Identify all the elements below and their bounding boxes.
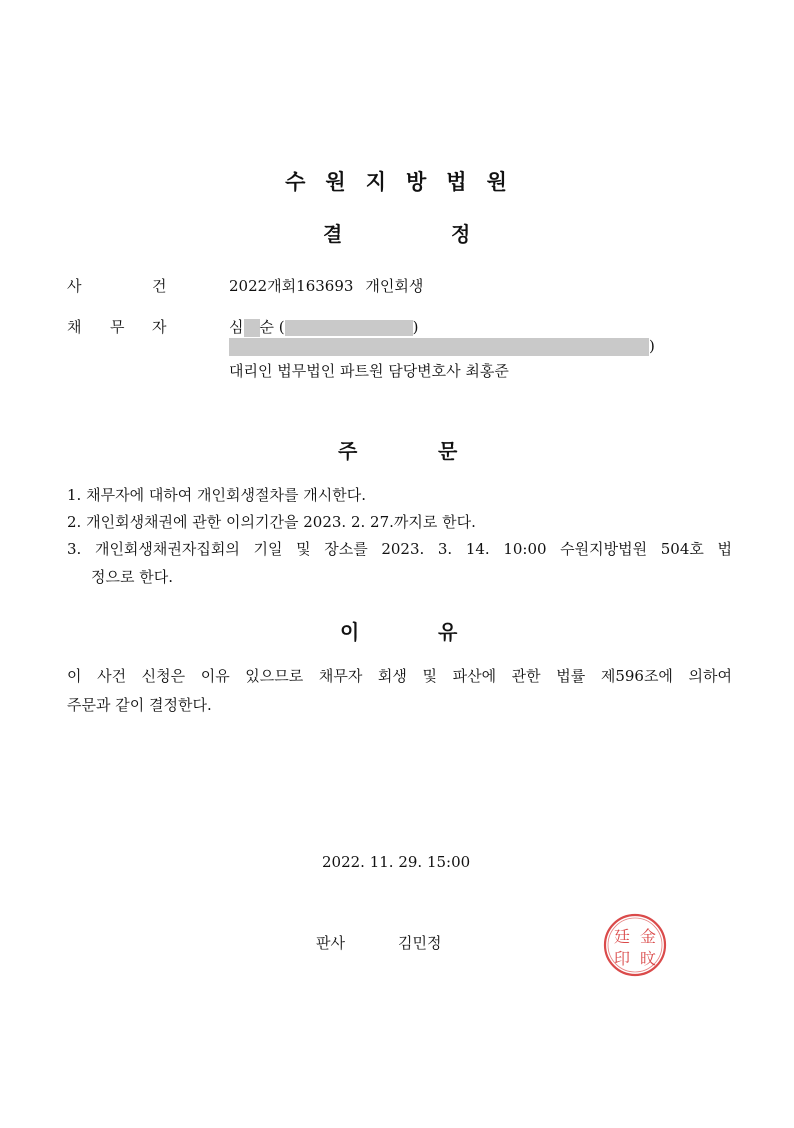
court-name <box>0 166 794 196</box>
redaction-box <box>244 319 260 337</box>
doc-title-left: 결 <box>323 222 343 246</box>
order-heading-right: 문 <box>438 439 458 463</box>
seal-icon <box>600 912 670 978</box>
order-item-number: 3. <box>67 540 82 558</box>
svg-text:廷: 廷 <box>613 927 631 946</box>
order-item-number: 2. <box>67 513 82 531</box>
case-label-char: 사 <box>67 277 82 295</box>
court-name-char: 원 <box>325 170 348 194</box>
order-item-text: 개인회생채권자집회의 기일 및 장소를 2023. 3. 14. 10:00 수원지방법원 504호 법 <box>94 540 732 558</box>
reason-heading-right: 유 <box>438 620 458 644</box>
debtor-label-char: 자 <box>152 318 167 336</box>
debtor-name-last: 순 <box>259 318 274 336</box>
court-name-char: 법 <box>446 170 469 194</box>
case-info <box>229 275 423 296</box>
court-name-char: 수 <box>285 170 308 194</box>
paren-open: ( <box>278 318 285 336</box>
reason-line: 이 사건 신청은 이유 있으므로 채무자 회생 및 파산에 관한 법률 제596조에 의하여 <box>67 667 732 685</box>
case-type: 개인회생 <box>365 277 424 295</box>
order-item-text: 채무자에 대하여 개인회생절차를 개시한다. <box>86 486 366 504</box>
paren-close: ) <box>649 337 655 355</box>
judge-name: 김민정 <box>398 934 442 952</box>
svg-text:印: 印 <box>613 949 631 968</box>
debtor-agent: 대리인 법무법인 파트원 담당변호사 최홍준 <box>229 362 509 380</box>
order-item-text: 개인회생채권에 관한 이의기간을 2023. 2. 27.까지로 한다. <box>86 513 476 531</box>
debtor-label-char: 무 <box>110 318 125 336</box>
redaction-box <box>229 338 649 356</box>
svg-text:旼: 旼 <box>639 949 657 968</box>
debtor-label-char: 채 <box>67 318 82 336</box>
order-item <box>67 538 732 559</box>
debtor-name-first: 심 <box>229 318 244 336</box>
case-number: 2022개회163693 <box>229 277 354 295</box>
judge-title: 판사 <box>316 934 345 952</box>
court-name-char: 원 <box>486 170 509 194</box>
order-item-number: 1. <box>67 486 82 504</box>
paren-close: ) <box>412 318 419 336</box>
order-item <box>67 511 476 532</box>
doc-title-right: 정 <box>451 222 471 246</box>
reason-heading-left: 이 <box>340 620 360 644</box>
order-item <box>67 484 366 505</box>
debtor-address-line <box>229 337 655 356</box>
order-item-continuation: 정으로 한다. <box>91 568 173 586</box>
court-name-char: 지 <box>365 170 388 194</box>
svg-text:金: 金 <box>639 927 657 946</box>
court-name-char: 방 <box>406 170 429 194</box>
decision-datetime: 2022. 11. 29. 15:00 <box>322 853 471 871</box>
reason-line: 주문과 같이 결정한다. <box>67 696 212 714</box>
judge-seal-stamp <box>600 912 670 978</box>
case-label-char: 건 <box>152 277 167 295</box>
order-heading-left: 주 <box>338 439 358 463</box>
debtor-name-line <box>229 316 419 337</box>
redaction-box <box>285 320 413 336</box>
